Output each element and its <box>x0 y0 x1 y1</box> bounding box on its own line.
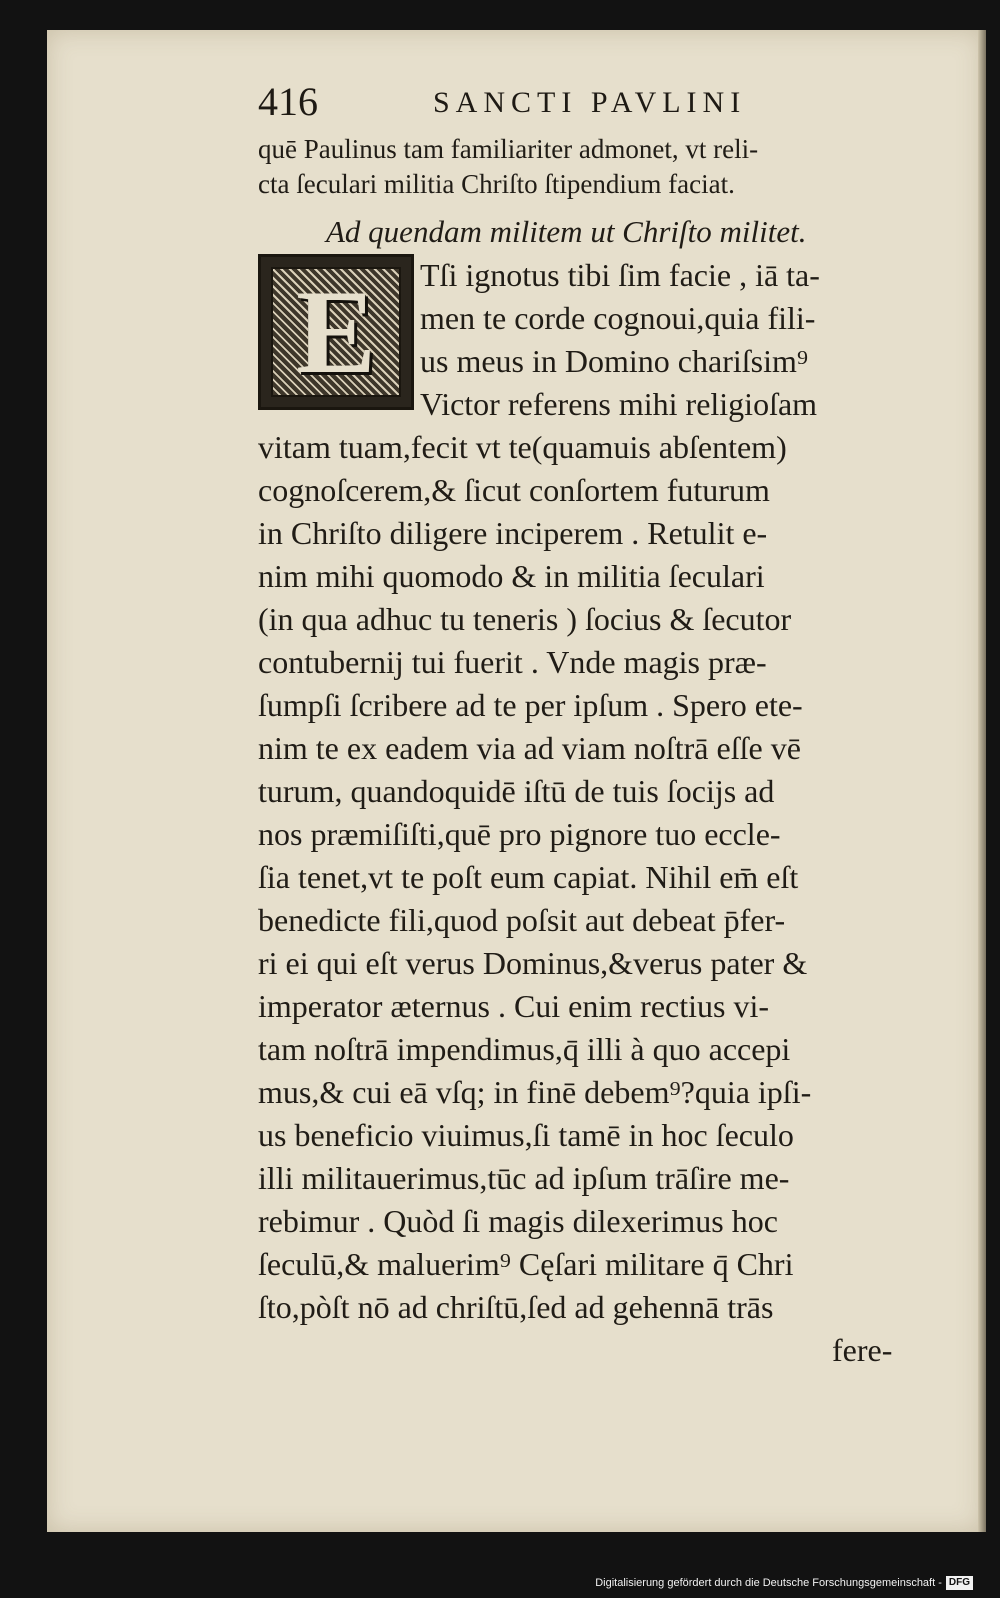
text-line: tam noſtrā impendimus,q̄ illi à quo accepi <box>258 1031 791 1067</box>
text-line: vitam tuam,fecit vt te(quamuis abſentem) <box>258 429 787 465</box>
text-line: ſto,pòſt nō ad chriſtū,ſed ad gehennā trās <box>258 1289 774 1325</box>
text-line: ri ei qui eſt verus Dominus,&verus pater & <box>258 945 808 981</box>
text-line: ſumpſi ſcribere ad te per ipſum . Spero ete- <box>258 687 803 723</box>
text-line: ſia tenet,vt te poſt eum capiat. Nihil em̄ eſt <box>258 859 799 895</box>
intro-line: cta ſeculari militia Chriſto ſtipendium faciat. <box>258 169 735 199</box>
text-line: contubernij tui fuerit . Vnde magis præ- <box>258 644 767 680</box>
dfg-logo: DFG <box>946 1576 973 1590</box>
text-line: benedicte fili,quod poſsit aut debeat p̄fer- <box>258 902 786 938</box>
credit-text: Digitalisierung gefördert durch die Deutsche Forschungsgemeinschaft - <box>595 1577 942 1589</box>
text-line: Victor referens mihi religioſam <box>420 386 818 422</box>
text-line: mus,& cui eā vſq; in finē debem⁹?quia ipſi- <box>258 1074 812 1110</box>
text-line: Tſi ignotus tibi ſim facie , iā ta- <box>420 257 820 293</box>
text-line: men te corde cognoui,quia fili- <box>420 300 816 336</box>
text-line: in Chriſto diligere inciperem . Retulit e- <box>258 515 768 551</box>
text-line: rebimur . Quòd ſi magis dilexerimus hoc <box>258 1203 778 1239</box>
text-line: (in qua adhuc tu teneris ) ſocius & ſecutor <box>258 601 792 637</box>
running-header <box>258 78 818 126</box>
text-line: nim te ex eadem via ad viam noſtrā eſſe vē <box>258 730 801 766</box>
initial-letter: E <box>295 265 377 398</box>
text-line: illi militauerimus,tūc ad ipſum trāſire me- <box>258 1160 790 1196</box>
running-title: SANCTI PAVLINI <box>433 86 747 119</box>
intro-line: quē Paulinus tam familiariter admonet, vt reli- <box>258 134 759 164</box>
text-line: imperator æternus . Cui enim rectius vi- <box>258 988 769 1024</box>
page-edge <box>978 30 986 1532</box>
text-line: us beneficio viuimus,ſi tamē in hoc ſeculo <box>258 1117 794 1153</box>
text-line: ſeculū,& maluerim⁹ Cęſari militare q̄ Chri <box>258 1246 794 1282</box>
text-line: nim mihi quomodo & in militia ſeculari <box>258 558 765 594</box>
text-line: cognoſcerem,& ſicut conſortem futurum <box>258 472 770 508</box>
digitization-credit <box>595 1574 973 1592</box>
catchword: fere- <box>832 1332 893 1368</box>
text-line: us meus in Domino chariſsim⁹ <box>420 343 809 379</box>
section-heading: Ad quendam militem ut Chriſto militet. <box>326 214 807 249</box>
page-number: 416 <box>258 79 318 124</box>
decorated-initial <box>258 254 414 410</box>
text-line: nos præmiſiſti,quē pro pignore tuo eccle- <box>258 816 781 852</box>
text-line: turum, quandoquidē iſtū de tuis ſocijs ad <box>258 773 775 809</box>
